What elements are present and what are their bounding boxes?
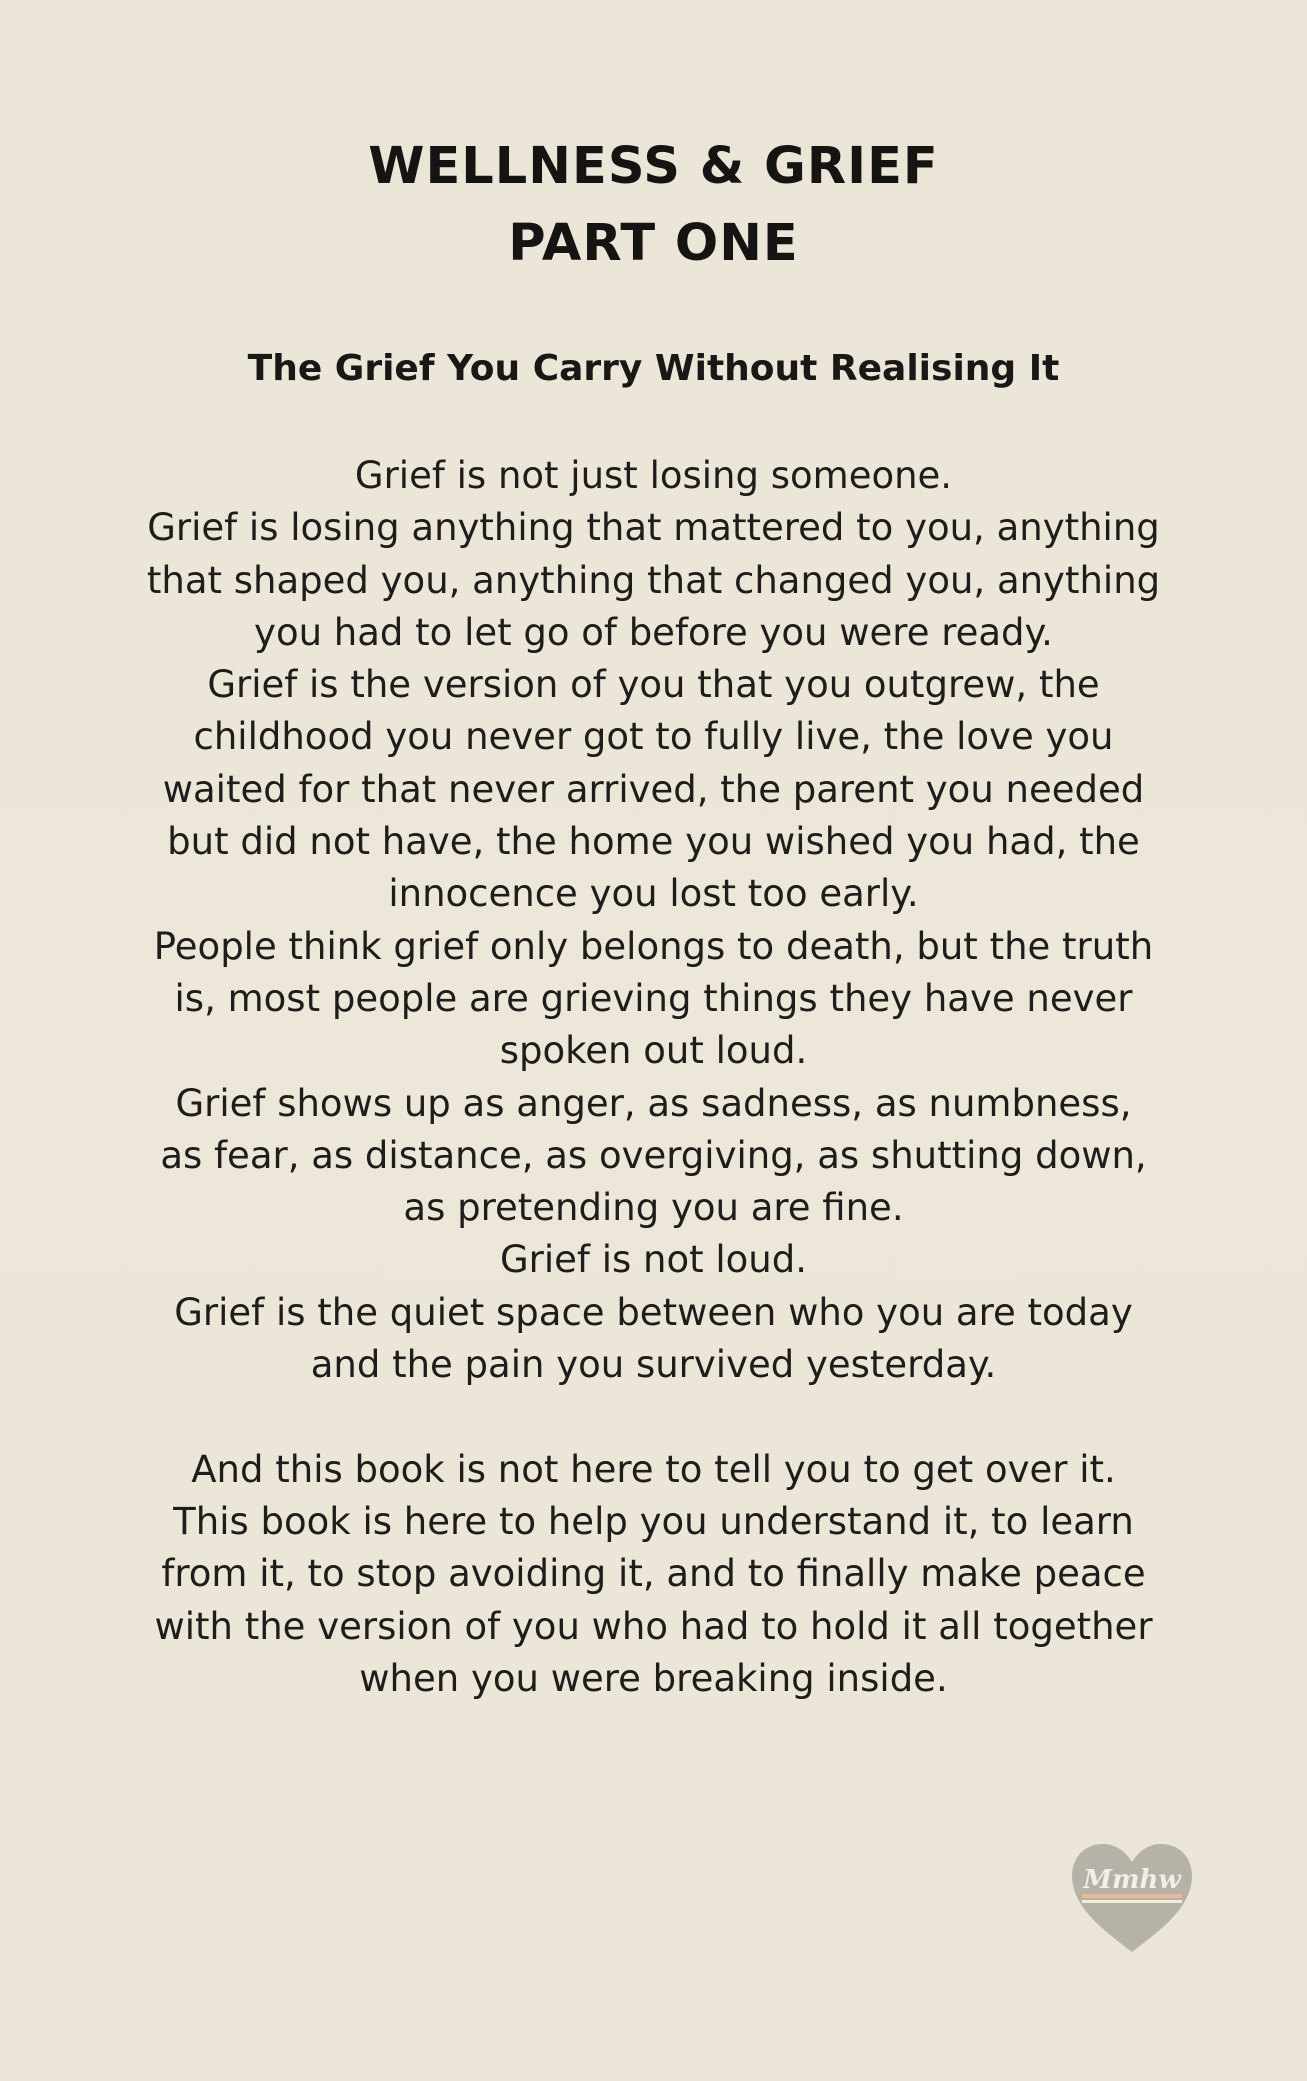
body-line: innocence you lost too early. <box>388 872 919 916</box>
paragraph-2 <box>0 1444 1307 1705</box>
body-text <box>0 450 1307 1705</box>
body-line: This book is here to help you understand it, to learn <box>173 1499 1134 1543</box>
body-line: spoken out loud. <box>499 1029 808 1073</box>
body-line: from it, to stop avoiding it, and to finally make peace <box>161 1552 1146 1596</box>
logo-wordmark: Mmhw <box>1083 1865 1181 1895</box>
body-line: waited for that never arrived, the parent you needed <box>162 767 1145 811</box>
body-line: childhood you never got to fully live, the love you <box>193 715 1114 759</box>
body-line: but did not have, the home you wished you had, the <box>167 820 1140 864</box>
paragraph-spacer <box>0 1391 1307 1443</box>
body-line: you had to let go of before you were ready. <box>254 610 1053 654</box>
body-line: Grief is the version of you that you outgrew, the <box>207 663 1100 707</box>
body-line: Grief is losing anything that mattered to you, anything <box>147 506 1160 550</box>
heart-logo-icon <box>1068 1840 1196 1956</box>
title-line-1: WELLNESS & GRIEF <box>368 137 939 196</box>
body-line: when you were breaking inside. <box>359 1656 948 1700</box>
body-line: is, most people are grieving things they have never <box>174 976 1133 1020</box>
body-line: as fear, as distance, as overgiving, as shutting down, <box>160 1133 1147 1177</box>
logo-stripe <box>1082 1900 1182 1903</box>
body-line: with the version of you who had to hold it all together <box>154 1604 1153 1648</box>
body-line: that shaped you, anything that changed you, anything <box>146 558 1161 602</box>
paragraph-1 <box>0 450 1307 1391</box>
section-subtitle: The Grief You Carry Without Realising It <box>247 348 1060 389</box>
body-line: Grief shows up as anger, as sadness, as numbness, <box>175 1081 1132 1125</box>
body-line: People think grief only belongs to death, but the truth <box>153 924 1154 968</box>
body-line: as pretending you are fine. <box>403 1186 904 1230</box>
body-line: Grief is not loud. <box>499 1238 807 1282</box>
body-line: Grief is not just losing someone. <box>354 454 953 497</box>
body-line: And this book is not here to tell you to get over it. <box>191 1447 1116 1491</box>
body-line: Grief is the quiet space between who you are today <box>174 1290 1133 1334</box>
page-title <box>0 128 1307 282</box>
title-line-2: PART ONE <box>508 214 799 273</box>
body-line: and the pain you survived yesterday. <box>310 1343 997 1387</box>
